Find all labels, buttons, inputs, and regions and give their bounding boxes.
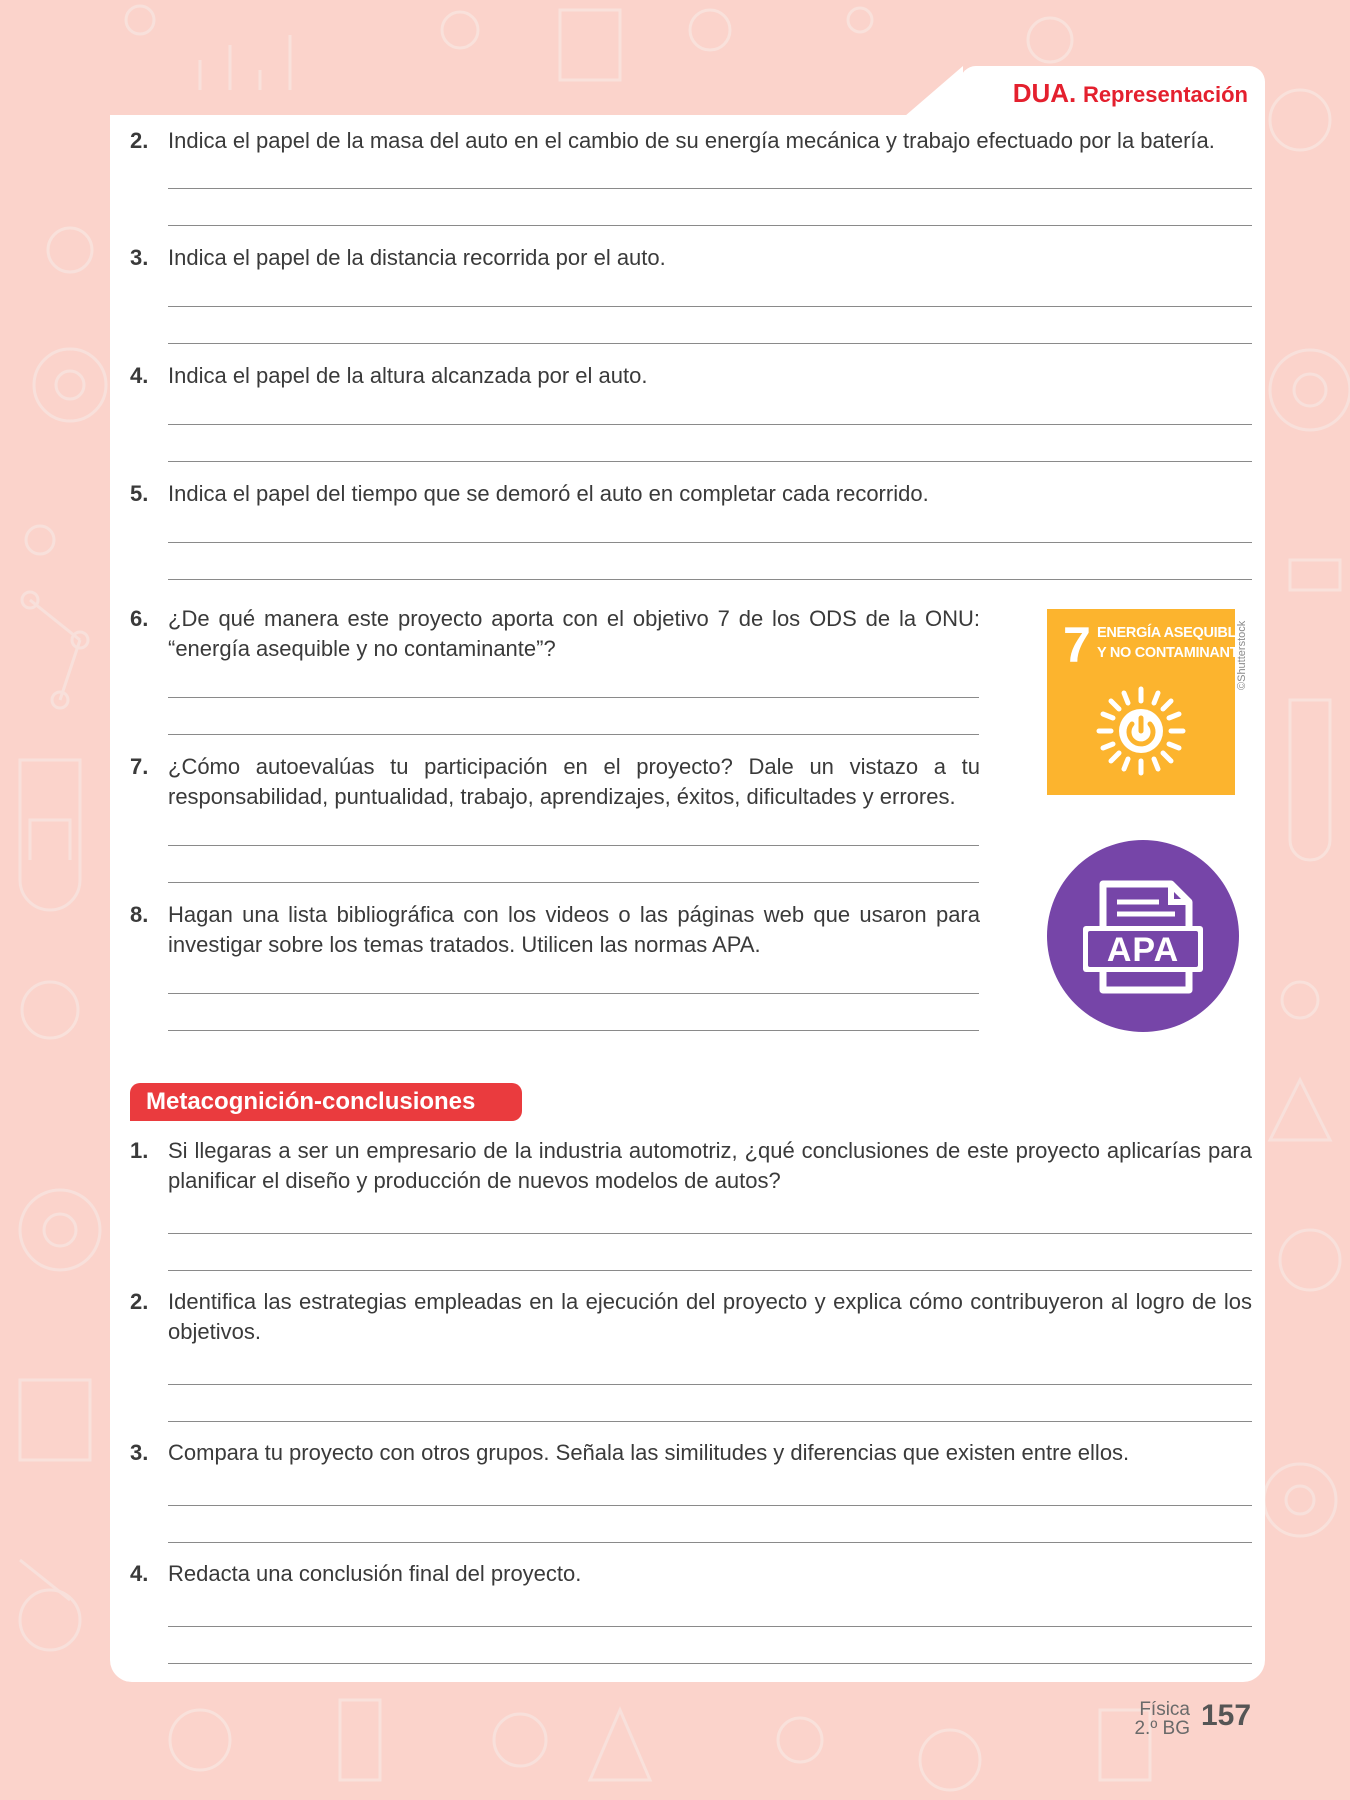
- question-number: 2.: [130, 1289, 149, 1314]
- answer-line[interactable]: [168, 343, 1252, 344]
- dua-subtitle: Representación: [1082, 82, 1248, 107]
- apa-label: APA: [1106, 931, 1180, 969]
- question-number: 3.: [130, 245, 149, 270]
- footer-subject: [1134, 1700, 1190, 1738]
- photo-credit: ©Shutterstock: [1236, 620, 1248, 690]
- question-text: ¿Cómo autoevalúas tu participación en el proyecto? Dale un vistazo a tu responsabilidad, puntualidad, trabajo, aprendizajes, éxitos, dificultades y errores.: [168, 754, 980, 809]
- question-text: ¿De qué manera este proyecto aporta con el objetivo 7 de los ODS de la ONU: “energía asequible y no contaminante”?: [168, 606, 980, 661]
- dua-header: [1013, 78, 1248, 109]
- question-text: Indica el papel de la masa del auto en el cambio de su energía mecánica y trabajo efectuado por la batería.: [168, 128, 1215, 153]
- question-text: Indica el papel de la distancia recorrida por el auto.: [168, 245, 666, 270]
- sdg-title-line-2: Y NO CONTAMINANTE: [1097, 645, 1248, 661]
- question-text: Compara tu proyecto con otros grupos. Señala las similitudes y diferencias que existen entre ellos.: [168, 1440, 1130, 1465]
- question-number: 8.: [130, 902, 149, 927]
- answer-line[interactable]: [168, 424, 1252, 425]
- question-number: 3.: [130, 1440, 149, 1465]
- answer-line[interactable]: [168, 734, 979, 735]
- question-number: 7.: [130, 754, 149, 779]
- question-number: 2.: [130, 128, 149, 153]
- question-number: 6.: [130, 606, 149, 631]
- question-text: Indica el papel del tiempo que se demoró el auto en completar cada recorrido.: [168, 481, 929, 506]
- answer-line[interactable]: [168, 845, 979, 846]
- question-number: 1.: [130, 1138, 149, 1163]
- page-number: 157: [1201, 1699, 1252, 1732]
- answer-line[interactable]: [168, 1270, 1252, 1271]
- answer-line[interactable]: [168, 993, 979, 994]
- sun-power-icon: [1091, 681, 1191, 781]
- answer-line[interactable]: [168, 1233, 1252, 1234]
- question-number: 5.: [130, 481, 149, 506]
- question-text: Indica el papel de la altura alcanzada por el auto.: [168, 363, 648, 388]
- sdg-title-line-1: ENERGÍA ASEQUIBLE: [1097, 625, 1246, 641]
- sdg-number: 7: [1063, 617, 1091, 673]
- section-title-metacognicion: Metacognición-conclusiones: [130, 1083, 522, 1121]
- sdg-title: [1097, 623, 1248, 663]
- question-number: 4.: [130, 1561, 149, 1586]
- question-text: Identifica las estrategias empleadas en la ejecución del proyecto y explica cómo contribuyeron al logro de los objetivos.: [168, 1289, 1252, 1344]
- answer-line[interactable]: [168, 1542, 1252, 1543]
- apa-badge: [1047, 840, 1239, 1032]
- answer-line[interactable]: [168, 225, 1252, 226]
- footer-grade: 2.º BG: [1134, 1718, 1190, 1739]
- answer-line[interactable]: [168, 882, 979, 883]
- answer-line[interactable]: [168, 1384, 1252, 1385]
- answer-line[interactable]: [168, 542, 1252, 543]
- footer-subject-name: Física: [1139, 1699, 1190, 1720]
- question-text: Redacta una conclusión final del proyecto.: [168, 1561, 582, 1586]
- answer-line[interactable]: [168, 1626, 1252, 1627]
- question-number: 4.: [130, 363, 149, 388]
- answer-line[interactable]: [168, 306, 1252, 307]
- answer-line[interactable]: [168, 1663, 1252, 1664]
- answer-line[interactable]: [168, 188, 1252, 189]
- answer-line[interactable]: [168, 697, 979, 698]
- answer-line[interactable]: [168, 461, 1252, 462]
- answer-line[interactable]: [168, 1421, 1252, 1422]
- answer-line[interactable]: [168, 1030, 979, 1031]
- answer-line[interactable]: [168, 1505, 1252, 1506]
- question-text: Hagan una lista bibliográfica con los videos o las páginas web que usaron para investigar sobre los temas tratados. Utilicen las normas APA.: [168, 902, 980, 957]
- dua-label: DUA.: [1012, 78, 1077, 108]
- answer-line[interactable]: [168, 579, 1252, 580]
- header-tab-slant: [905, 66, 963, 116]
- question-text: Si llegaras a ser un empresario de la industria automotriz, ¿qué conclusiones de este proyecto aplicarías para planificar el diseño y producción de nuevos modelos de autos?: [168, 1138, 1252, 1193]
